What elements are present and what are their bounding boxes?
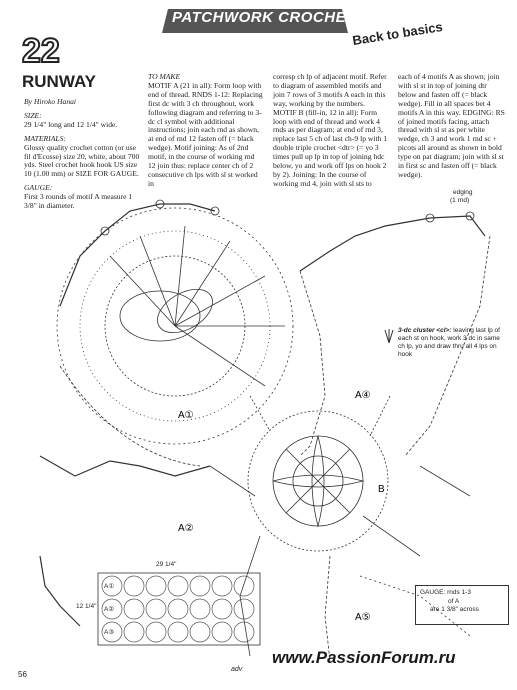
page-number: 56 <box>18 670 27 679</box>
motif-label-a5: A⑤ <box>355 612 371 623</box>
cluster-legend <box>398 327 508 359</box>
gauge-box <box>415 585 509 625</box>
cluster-symbol-icon <box>382 327 396 345</box>
gauge-line-2: of A <box>448 597 460 605</box>
layout-row-label-1: A① <box>104 583 115 590</box>
instructions-column-2 <box>273 73 388 194</box>
watermark-prefix: adv <box>231 666 243 673</box>
section-title: PATCHWORK CROCHET <box>172 9 356 26</box>
motif-b-shape <box>248 411 388 551</box>
pattern-number: 22 <box>22 32 60 70</box>
gauge-label: GAUGE: <box>24 183 53 193</box>
watermark: www.PassionForum.ru <box>272 648 456 667</box>
instructions-text-3: each of 4 motifs A as shown; join with sl st in top of joining dtr below and fasten off (= black wedge). Fill in all spaces bet 4 motifs A in this way. EDGING: RS of joined motifs facing, attach thread with sl st as per white wedge, ch 3 and work 1 rnd sc + picots all around as shown in bold type on pat diagram; join with sl st in first sc and fasten off (= black wedge). <box>398 72 505 179</box>
instructions-text-1: MOTIF A (21 in all): Form loop with end of thread. RNDS 1-12: Replacing first dc with 3 ch throughout, work following diagram and referring to 3-dc cl symbol with additional instructions; join each rnd as shown, at end of rnd 12 fasten off (= black wedge). Motif joining: As of 2nd motif, in the course of working rnd 12 join thus: replace center ch of 2 consecutive ch lps with sl st worked in <box>148 80 263 188</box>
motif-a1-shape <box>57 208 293 466</box>
instructions-column-1 <box>148 73 263 194</box>
make-label: TO MAKE <box>148 72 181 81</box>
motif-label-b: B <box>378 484 385 495</box>
cluster-text: leaving last lp of each st on hook, work 3 dc in same ch lp, yo and draw thru all 4 lps on hook <box>398 327 500 358</box>
layout-row-label-2: A② <box>104 606 115 613</box>
motif-label-a1: A① <box>178 410 194 421</box>
gauge-line-3: are 1 3/8" across <box>430 606 479 613</box>
layout-grid <box>96 571 264 651</box>
edging-label: edging <box>453 189 473 196</box>
materials-text: Glossy quality crochet cotton (or use fil d'Ecosse) size 20, white, about 700 yds. Steel crochet hook hook US size 10 (1.00 mm) or SIZE FOR GAUGE. <box>24 142 140 179</box>
edging-rnd: (1 rnd) <box>450 197 470 204</box>
corner-tag: Back to basics <box>351 18 444 49</box>
materials-label: MATERIALS: <box>24 133 66 143</box>
layout-diagram <box>76 561 264 647</box>
motif-label-a4: A④ <box>355 390 371 401</box>
gauge-line-1: GAUGE: rnds 1-3 <box>420 589 471 596</box>
size-text: 29 1/4" long and 12 1/4" wide. <box>24 119 118 129</box>
layout-height: 12 1/4" <box>76 603 97 610</box>
size-label: SIZE: <box>24 110 42 120</box>
gauge-text: First 3 rounds of motif A measure 1 3/8" in diameter. <box>24 192 133 211</box>
instructions-text-2: corresp ch lp of adjacent motif. Refer to diagram of assembled motifs and join 7 rows of 3 motifs A each in this way, working by the numbers. MOTIF B (fill-in, 12 in all): Form loop with end of thread and work 4 rnds as per diagram; at end of rnd 3, replace last 5 ch of last ch-9 lp with 1 double triple crochet <dtr> (= yo 3 times pull up lp in top of joining hdc below, yo and work off lps on hook 2 by 2). Joining: In the course of working rnd 4, join with sl sts to <box>273 72 388 188</box>
author: By Hiroko Hanai <box>24 97 77 106</box>
pattern-title: RUNWAY <box>22 72 96 91</box>
layout-row-label-3: A③ <box>104 629 115 636</box>
cluster-title: 3-dc cluster <cl>: <box>398 327 452 334</box>
instructions-column-3 <box>398 73 506 185</box>
layout-width: 29 1/4" <box>156 561 177 568</box>
motif-label-a2: A② <box>178 523 194 534</box>
